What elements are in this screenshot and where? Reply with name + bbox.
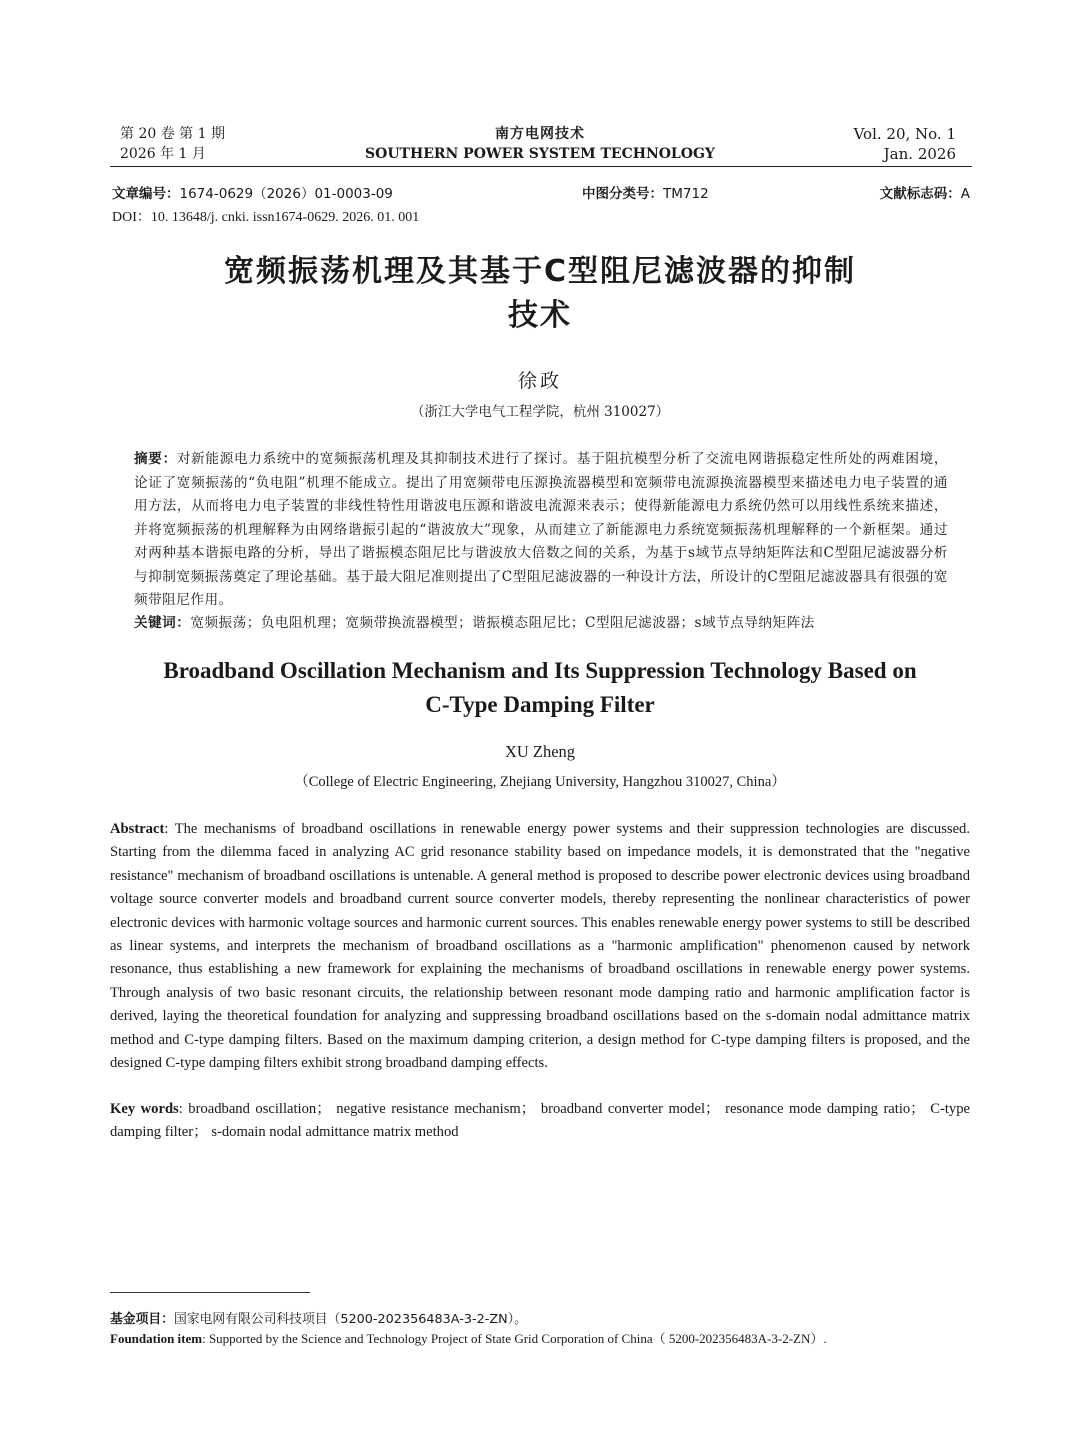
keywords-cn-text: 宽频振荡；负电阻机理；宽频带换流器模型；谐振模态阻尼比；C型阻尼滤波器；s域节点导纳矩阵法 <box>190 615 815 631</box>
foundation-en <box>110 1328 827 1347</box>
keywords-en-label: Key words <box>110 1101 179 1117</box>
doi-label: DOI： <box>112 210 151 225</box>
title-en-line1: Broadband Oscillation Mechanism and Its Suppression Technology Based on <box>163 658 917 683</box>
journal-name-cn: 南方电网技术 <box>495 126 585 142</box>
clc-value: TM712 <box>663 186 709 202</box>
title-en-line2: C-Type Damping Filter <box>425 692 655 717</box>
doi <box>112 206 419 226</box>
date-en: Jan. 2026 <box>883 145 956 163</box>
author-en: XU Zheng <box>504 742 576 761</box>
foundation-cn-text: 国家电网有限公司科技项目（5200-202356483A-3-2-ZN）。 <box>173 1312 527 1327</box>
keywords-cn <box>134 612 948 634</box>
foundation-en-label: Foundation item <box>110 1331 203 1346</box>
header-rule <box>110 166 972 167</box>
article-number-label: 文章编号： <box>112 186 180 202</box>
doi-value: 10. 13648/j. cnki. issn1674-0629. 2026. 01. 001 <box>150 210 420 225</box>
journal-name-en: SOUTHERN POWER SYSTEM TECHNOLOGY <box>365 146 715 162</box>
abstract-en-text: : The mechanisms of broadband oscillations in renewable energy power systems and their suppression technologies are discussed. Starting from the dilemma faced in analyzing AC grid resonance stability based on impedance models, it is demonstrated that the "negative resistance" mechanism of broadband oscillations is untenable. A general method is proposed to describe power electronic devices using broadband voltage source converter models and broadband current source converter models, thereby representing the nonlinear characteristics of power electronic devices with harmonic voltage sources and harmonic current sources. This enables renewable energy power systems to still be described as linear systems, and interprets the mechanism of broadband oscillations as a "harmonic amplification" phenomenon caused by network resonance, thus establishing a new framework for explaining the mechanisms of broadband oscillations in renewable energy power systems. Through analysis of two basic resonant circuits, the relationship between resonant mode damping ratio and harmonic amplification factor is derived, laying the theoretical foundation for analyzing and suppressing broadband oscillations based on the s-domain nodal admittance matrix method and C-type damping filters. Based on the maximum damping criterion, a design method for C-type damping filters is proposed, and the designed C-type damping filters exhibit strong broadband damping effects. <box>110 821 970 1072</box>
title-cn-line1: 宽频振荡机理及其基于C型阻尼滤波器的抑制 <box>223 254 857 289</box>
author-cn: 徐政 <box>517 370 562 392</box>
title-cn <box>130 250 950 338</box>
date-cn: 2026 年 1 月 <box>120 146 206 162</box>
clc-number <box>582 182 709 202</box>
document-code <box>880 182 970 202</box>
volume-en: Vol. 20, No. 1 <box>853 125 956 143</box>
article-number <box>112 182 393 202</box>
keywords-en <box>110 1098 970 1145</box>
foundation-cn-label: 基金项目： <box>110 1312 174 1327</box>
abstract-cn <box>134 448 948 613</box>
abstract-en <box>110 818 970 1075</box>
foundation-en-text: : Supported by the Science and Technology Project of State Grid Corporation of China（ 5200-202356483A-3-2-ZN）. <box>202 1331 827 1346</box>
abstract-cn-label: 摘要： <box>134 451 177 467</box>
affiliation-en: （College of Electric Engineering, Zhejiang University, Hangzhou 310027, China） <box>294 774 786 790</box>
abstract-en-label: Abstract <box>110 821 165 837</box>
volume-cn: 第 20 卷 第 1 期 <box>120 126 225 142</box>
keywords-cn-label: 关键词： <box>134 615 191 631</box>
clc-label: 中图分类号： <box>582 186 663 202</box>
document-code-label: 文献标志码： <box>879 186 961 202</box>
title-cn-line2: 技术 <box>508 298 572 333</box>
header-right <box>854 124 956 164</box>
foundation-cn <box>110 1308 527 1327</box>
article-number-value: 1674-0629（2026）01-0003-09 <box>179 186 393 202</box>
footnote-rule <box>110 1292 310 1293</box>
document-code-value: A <box>960 186 970 202</box>
keywords-en-text: : broadband oscillation； negative resistance mechanism； broadband converter model； resonance mode damping ratio； C-type damping filter； s-domain nodal admittance matrix method <box>110 1101 970 1141</box>
title-en <box>110 654 970 722</box>
abstract-cn-text: 对新能源电力系统中的宽频振荡机理及其抑制技术进行了探讨。基于阻抗模型分析了交流电网谐振稳定性所处的两难困境，论证了宽频振荡的“负电阻”机理不能成立。提出了用宽频带电压源换流器模型和宽频带电流源换流器模型来描述电力电子装置的通用方法，从而将电力电子装置的非线性特性用谐波电压源和谐波电流源来表示；使得新能源电力系统仍然可以用线性系统来描述，并将宽频振荡的机理解释为由网络谐振引起的“谐波放大”现象，从而建立了新能源电力系统宽频振荡机理解释的一个新框架。通过对两种基本谐振电路的分析，导出了谐振模态阻尼比与谐波放大倍数之间的关系，为基于s域节点导纳矩阵法和C型阻尼滤波器分析与抑制宽频振荡奠定了理论基础。基于最大阻尼准则提出了C型阻尼滤波器的一种设计方法，所设计的C型阻尼滤波器具有很强的宽频带阻尼作用。 <box>134 451 949 608</box>
affiliation-cn: （浙江大学电气工程学院，杭州 310027） <box>410 404 670 420</box>
